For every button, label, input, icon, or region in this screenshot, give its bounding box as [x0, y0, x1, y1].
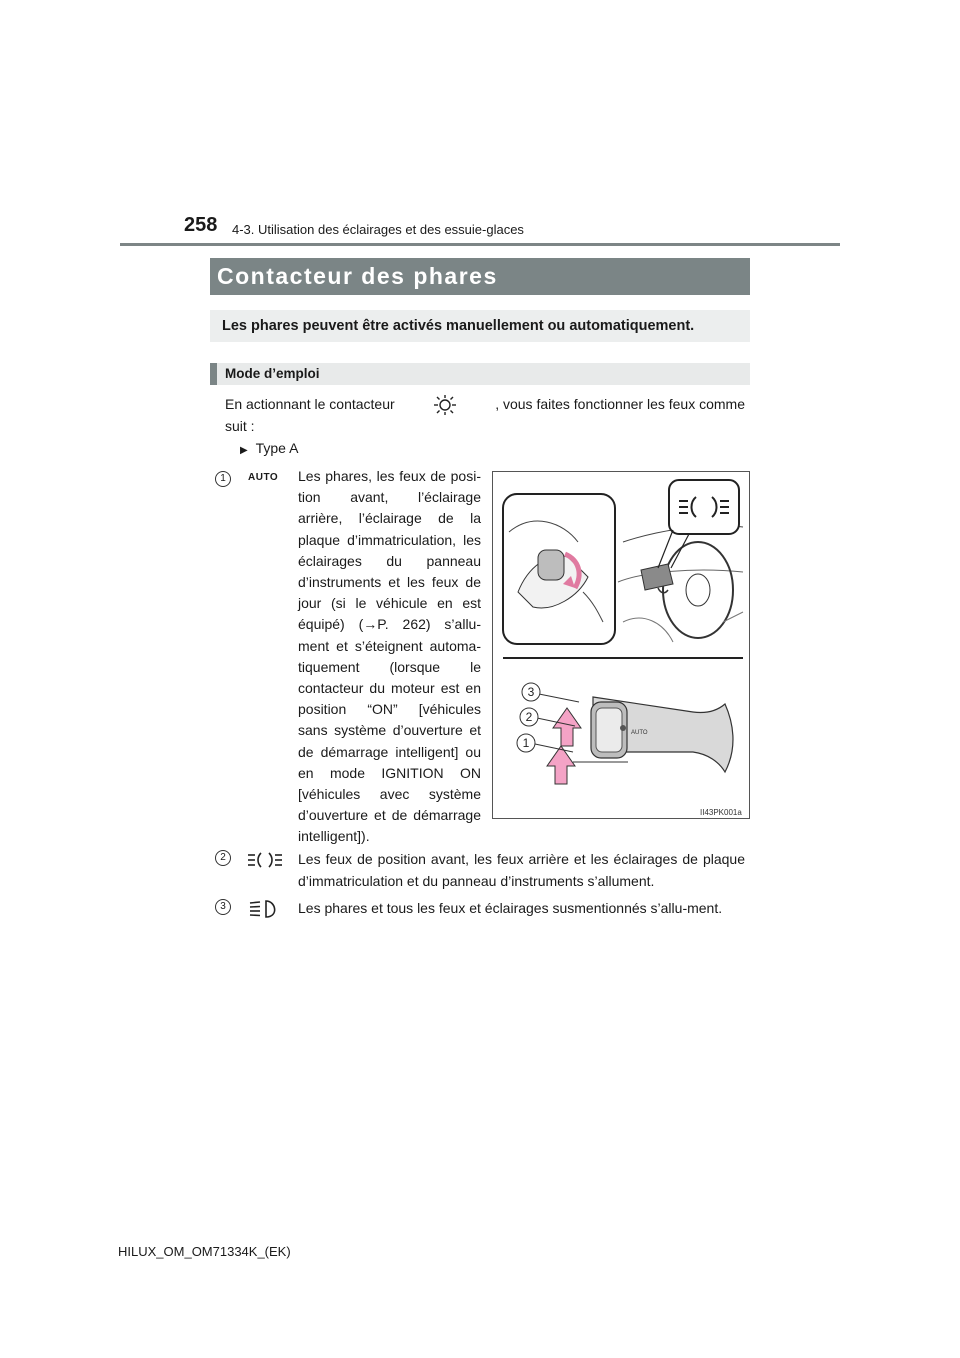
- item1-line: d’instruments et les feux de: [298, 574, 481, 591]
- item1-line: tiquement (lorsque le: [298, 658, 481, 675]
- type-label-text: Type A: [255, 440, 299, 456]
- item1-description: [298, 466, 481, 848]
- callout-1: 1: [522, 736, 530, 750]
- item1-line: ment et s’éteignent automa-: [298, 637, 481, 654]
- intro-text-after: , vous faites fonctionner les feux comme: [495, 396, 745, 412]
- item-number: 1: [215, 471, 231, 487]
- item1-line: en mode IGNITION ON: [298, 764, 481, 781]
- item1-line: sans système d’ouverture et: [298, 722, 481, 739]
- intro-paragraph: [225, 394, 745, 437]
- item-number: 2: [215, 850, 231, 866]
- summary-box: Les phares peuvent être activés manuellement ou automatiquement.: [210, 310, 750, 342]
- figure-code: II43PK001a: [700, 808, 742, 817]
- headlight-icon: [246, 898, 282, 925]
- item1-line: de démarrage intelligent] ou: [298, 743, 481, 760]
- figure-illustration: [493, 472, 749, 818]
- header-rule: [120, 243, 840, 246]
- callout-3: 3: [527, 685, 535, 699]
- light-switch-icon: [430, 394, 460, 416]
- callout-2: 2: [525, 710, 533, 724]
- item1-line: Les phares, les feux de posi-: [298, 468, 481, 484]
- page-number: 258: [184, 214, 218, 236]
- page-title: Contacteur des phares: [210, 258, 750, 295]
- switch-auto-marking: AUTO: [631, 730, 648, 736]
- item1-line: contacteur du moteur est en: [298, 680, 481, 697]
- item2-description: Les feux de position avant, les feux arrière et les éclairages de plaque d’immatriculation et du panneau d’instruments s’allument.: [298, 851, 745, 889]
- intro-text-line2: suit :: [225, 418, 255, 434]
- auto-label: AUTO: [248, 472, 279, 483]
- footer-code: HILUX_OM_OM71334K_(EK): [118, 1244, 291, 1259]
- item-number: 3: [215, 899, 231, 915]
- item1-line: position “ON” [véhicules: [298, 701, 481, 718]
- item1-line: arrière, l’éclairage de la: [298, 510, 481, 527]
- item1-line: équipé) (→P. 262) s’allu-: [298, 616, 481, 633]
- subheading: Mode d’emploi: [210, 363, 750, 385]
- section-title: 4-3. Utilisation des éclairages et des essuie-glaces: [232, 222, 524, 237]
- parking-lights-icon: [244, 850, 286, 875]
- intro-text-before: En actionnant le contacteur: [225, 396, 395, 412]
- triangle-bullet-icon: ▶: [240, 445, 248, 456]
- item1-line: éclairages du panneau: [298, 552, 481, 569]
- item1-line: d’ouverture et de démarrage: [298, 807, 481, 824]
- item1-line: jour (si le véhicule en est: [298, 595, 481, 612]
- item1-line: intelligent]).: [298, 828, 370, 845]
- headlight-switch-figure: [492, 471, 750, 819]
- type-label: [240, 440, 298, 456]
- item1-line: plaque d’immatriculation, les: [298, 531, 481, 548]
- item1-line: tion avant, l’éclairage: [298, 489, 481, 506]
- item1-line: [véhicules avec système: [298, 786, 481, 803]
- item3-description: Les phares et tous les feux et éclairages susmentionnés s’allu-ment.: [298, 900, 723, 916]
